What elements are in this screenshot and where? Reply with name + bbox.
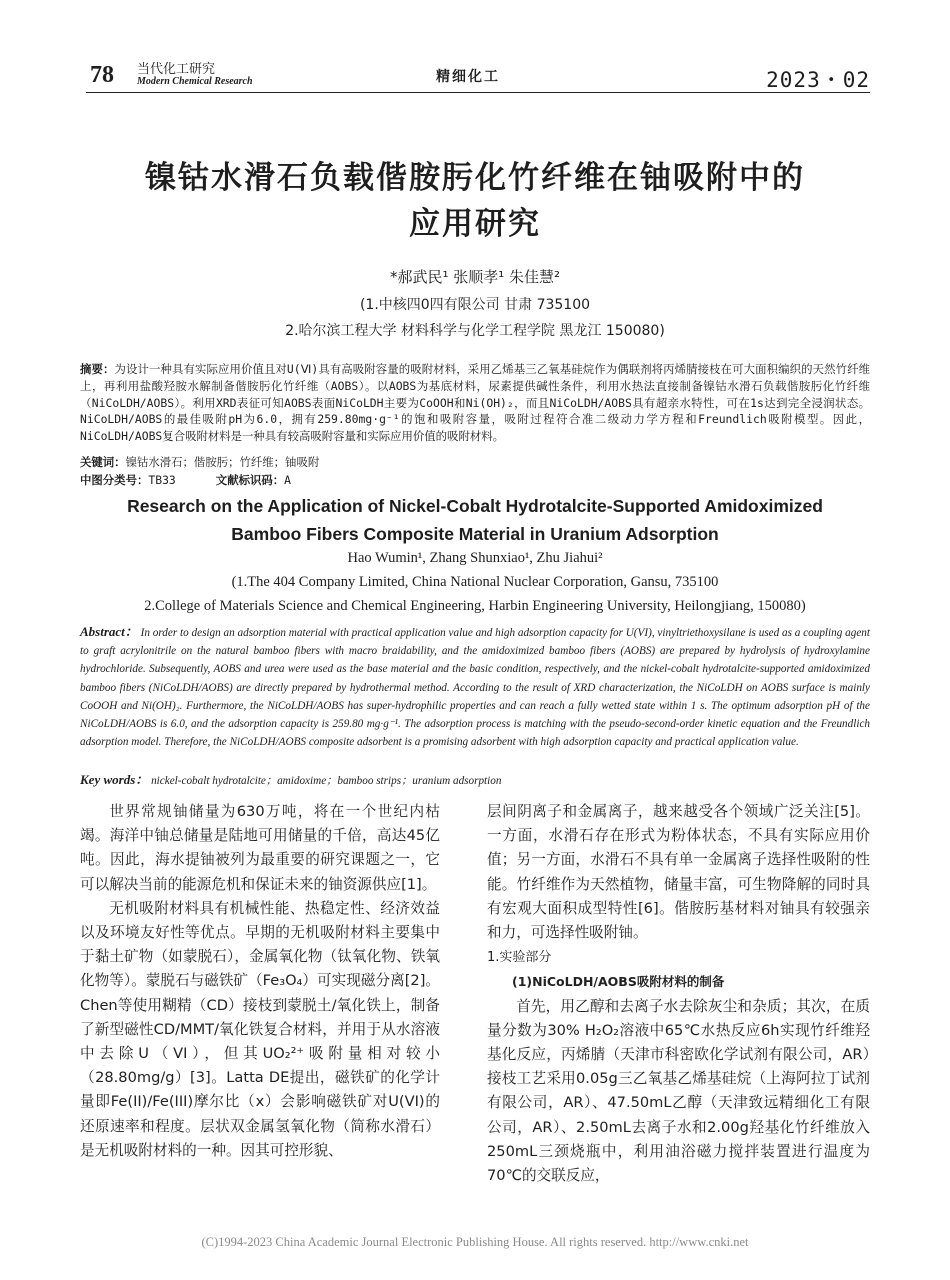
affiliation-en-1: (1.The 404 Company Limited, China National Nuclear Corporation, Gansu, 735100 [231,574,719,590]
abstract-cn-label: 摘要： [80,362,115,376]
journal-name-cn: 当代化工研究 [137,62,216,77]
copyright-footer: (C)1994-2023 China Academic Journal Electronic Publishing House. All rights reserved. http://www.cnki.net [201,1235,749,1249]
keywords-en [80,771,870,790]
body-paragraph: 世界常规铀储量为630万吨，将在一个世纪内枯竭。海洋中铀总储量是陆地可用储量的千倍，高达45亿吨。因此，海水提铀被列为最重要的研究课题之一，它可以解决当前的能源危机和保证未来的铀资源供应[1]。 [80,803,440,893]
title-en-line-1: Research on the Application of Nickel-Cobalt Hydrotalcite-Supported Amidoximized [127,496,823,516]
affiliation-cn-2: 2.哈尔滨工程大学 材料科学与化学工程学院 黑龙江 150080) [285,323,665,339]
authors-en: Hao Wumin¹, Zhang Shunxiao¹, Zhu Jiahui² [347,550,603,566]
body-paragraph: 层间阴离子和金属离子，越来越受各个领域广泛关注[5]。一方面，水滑石存在形式为粉体状态，不具有实际应用价值；另一方面，水滑石不具有单一金属离子选择性吸附的性能。竹纤维作为天然植物，储量丰富，可生物降解的同时具有宏观大面积成型特性[6]。偕胺肟基材料对铀具有较强亲和力，可选择性吸附铀。 [487,803,870,942]
keywords-cn-label: 关键词： [80,455,126,469]
journal-name-en: Modern Chemical Research [137,76,253,87]
abstract-cn [80,361,870,445]
keywords-en-label: Key words： [80,772,149,787]
page-number: 78 [90,62,114,88]
classification [80,472,870,489]
affiliation-en-2: 2.College of Materials Science and Chemical Engineering, Harbin Engineering University, Heilongjiang, 150080) [144,598,806,614]
section-label: 精细化工 [436,69,500,85]
title-cn-line-2: 应用研究 [409,206,541,242]
doc-code-label: 文献标识码： [215,473,285,487]
section-heading: 1.实验部分 [487,950,552,966]
keywords-cn-text: 镍钴水滑石；偕胺肟；竹纤维；铀吸附 [125,455,320,469]
body-paragraph: 首先，用乙醇和去离子水去除灰尘和杂质；其次，在质量分数为30% H₂O₂溶液中65℃水热反应6h实现竹纤维羟基化反应，丙烯腈（天津市科密欧化学试剂有限公司，AR）接枝工艺采用0.05g三乙氧基乙烯基硅烷（上海阿拉丁试剂有限公司，AR）、47.50mL乙醇（天津致远精细化工有限公司，AR）、2.50mL去离子水和2.00g羟基化竹纤维放入250mL三颈烧瓶中，利用油浴磁力搅拌装置进行温度为70℃的交联反应， [487,997,870,1185]
affiliation-cn-1: (1.中核四0四有限公司 甘肃 735100 [359,297,591,313]
classification-label: 中图分类号： [80,473,149,487]
body-left-column [80,800,440,1163]
title-cn-line-1: 镍钴水滑石负载偕胺肟化竹纤维在铀吸附中的 [145,160,805,196]
abstract-en [80,623,870,751]
keywords-cn [80,454,870,471]
body-right-column [487,800,870,1188]
classification-value: TB33 [148,473,176,487]
doc-code-value: A [284,473,292,487]
header-rule [86,92,870,93]
keywords-en-text: nickel-cobalt hydrotalcite；amidoxime；bamboo strips；uranium adsorption [151,775,502,787]
abstract-cn-text: 为设计一种具有实际应用价值且对U(Ⅵ)具有高吸附容量的吸附材料，采用乙烯基三乙氧基硅烷作为偶联剂将丙烯腈接枝在可大面积编织的天然竹纤维上，再利用盐酸羟胺水解制备偕胺肟化竹纤维（AOBS）。以AOBS为基底材料，尿素提供碱性条件，利用水热法直接制备镍钴水滑石负载偕胺肟化竹纤维（NiCoLDH/AOBS）。利用XRD表征可知AOBS表面NiCoLDH主要为CoOOH和Ni(OH)₂，而且NiCoLDH/AOBS具有超亲水特性，可在1s达到完全浸润状态。NiCoLDH/AOBS的最佳吸附pH为6.0，拥有259.80mg·g⁻¹的饱和吸附容量，吸附过程符合准二级动力学方程和Freundlich吸附模型。因此，NiCoLDH/AOBS复合吸附材料是一种具有较高吸附容量和实际应用价值的吸附材料。 [80,362,870,444]
abstract-en-label: Abstract： [80,624,138,639]
authors-cn: *郝武民¹ 张顺孝¹ 朱佳慧² [389,268,561,286]
issue-label: 2023・02 [766,68,870,92]
abstract-en-text: In order to design an adsorption material with practical application value and high adsorption capacity for U(VI), vinyltriethoxysilane is used as a coupling agent to graft acrylonitrile on the natural bamboo fibers with macro braidability, and the amidoximized bamboo fibers (AOBS) are prepared by hydrolysis of hydroxylamine hydrochloride. Subsequently, AOBS and urea were used as the base material and the basic condition, respectively, and the nickel-cobalt hydrotalcite-supported amidoximized bamboo fibers (NiCoLDH/AOBS) are directly prepared by hydrothermal method. According to the result of XRD characterization, the NiCoLDH on AOBS surface is mainly CoOOH and Ni(OH)₂. Furthermore, the NiCoLDH/AOBS has super-hydrophilic properties and can reach a fully wetted state within 1 s. The optimum adsorption pH of the NiCoLDH/AOBS is 6.0, and the adsorption capacity is 259.80 mg·g⁻¹. The adsorption process is matching with the pseudo-second-order kinetic equation and the Freundlich adsorption model. Therefore, the NiCoLDH/AOBS composite adsorbent is a promising adsorbent with high adsorption capacity and practical application value. [80,627,870,749]
title-en-line-2: Bamboo Fibers Composite Material in Uranium Adsorption [231,524,719,544]
subsection-heading: (1)NiCoLDH/AOBS吸附材料的制备 [512,974,725,990]
body-paragraph: 无机吸附材料具有机械性能、热稳定性、经济效益以及环境友好性等优点。早期的无机吸附材料主要集中于黏土矿物（如蒙脱石），金属氧化物（钛氧化物、铁氧化物等）。蒙脱石与磁铁矿（Fe₃O₄）可实现磁分离[2]。Chen等使用糊精（CD）接枝到蒙脱土/氧化铁上，制备了新型磁性CD/MMT/氧化铁复合材料，并用于从水溶液中去除U（VI），但其UO₂²⁺吸附量相对较小（28.80mg/g）[3]。Latta DE提出，磁铁矿的化学计量即Fe(II)/Fe(III)摩尔比（x）会影响磁铁矿对U(VI)的还原速率和程度。层状双金属氢氧化物（简称水滑石）是无机吸附材料的一种。因其可控形貌、 [80,899,440,1159]
